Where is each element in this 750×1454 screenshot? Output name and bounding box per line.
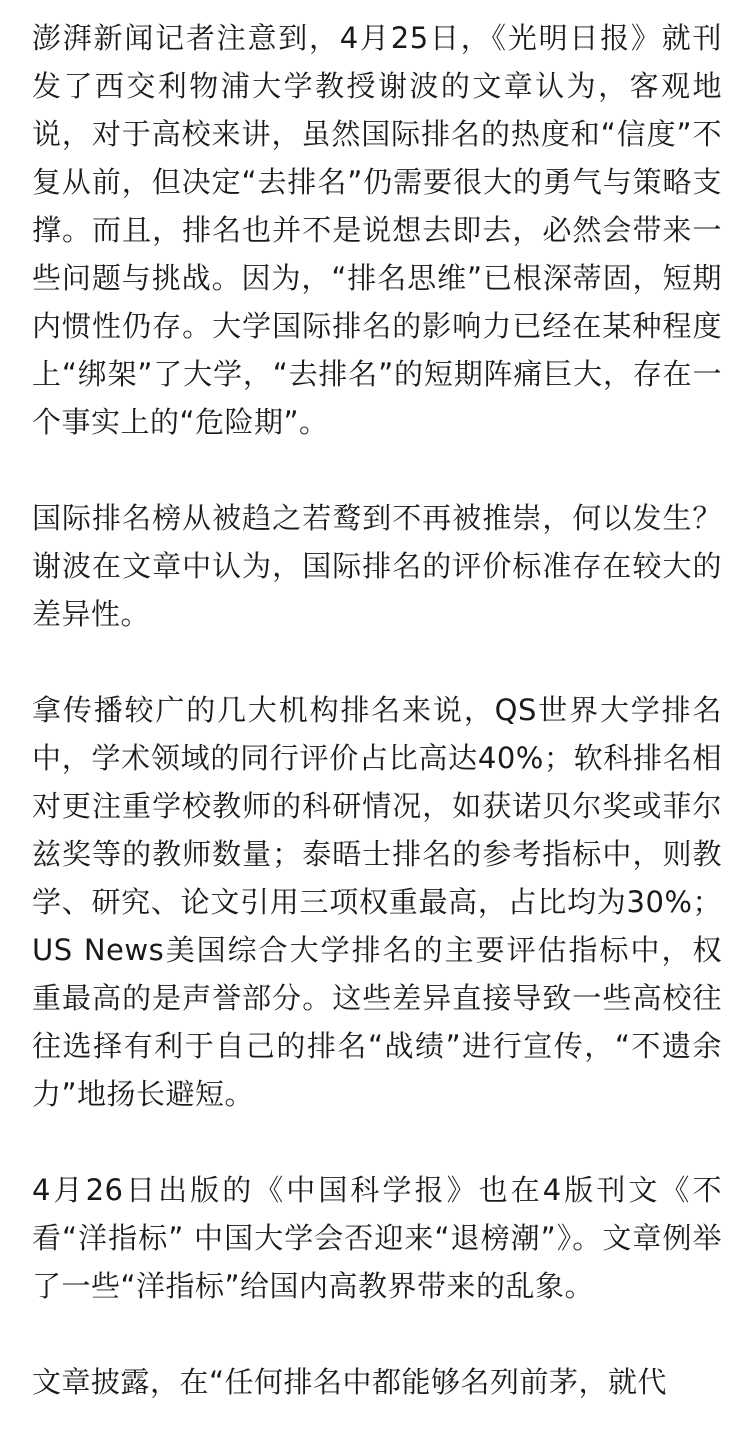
article-paragraph-4: 4月26日出版的《中国科学报》也在4版刊文《不看“洋指标” 中国大学会否迎来“退榜潮”》。文章例举了一些“洋指标”给国内高教界带来的乱象。 — [32, 1173, 722, 1303]
article-paragraph-3: 拿传播较广的几大机构排名来说，QS世界大学排名中，学术领域的同行评价占比高达40%；软科排名相对更注重学校教师的科研情况，如获诺贝尔奖或菲尔兹奖等的教师数量；泰晤士排名的参考指标中，则教学、研究、论文引用三项权重最高，占比均为30%；US News美国综合大学排名的主要评估指标中，权重最高的是声誉部分。这些差异直接导致一些高校往往选择有利于自己的排名“战绩”进行宣传，“不遗余力”地扬长避短。 — [32, 693, 722, 1111]
article-paragraph-2: 国际排名榜从被趋之若鹜到不再被推崇，何以发生？谢波在文章中认为，国际排名的评价标准存在较大的差异性。 — [32, 501, 722, 631]
article-paragraph-5: 文章披露，在“任何排名中都能够名列前茅，就代 — [32, 1365, 668, 1399]
article-paragraph-1: 澎湃新闻记者注意到，4月25日，《光明日报》就刊发了西交利物浦大学教授谢波的文章认为，客观地说，对于高校来讲，虽然国际排名的热度和“信度”不复从前，但决定“去排名”仍需要很大的勇气与策略支撑。而且，排名也并不是说想去即去，必然会带来一些问题与挑战。因为，“排名思维”已根深蒂固，短期内惯性仍存。大学国际排名的影响力已经在某种程度上“绑架”了大学，“去排名”的短期阵痛巨大，存在一个事实上的“危险期”。 — [32, 21, 722, 439]
article-body — [32, 14, 722, 1454]
